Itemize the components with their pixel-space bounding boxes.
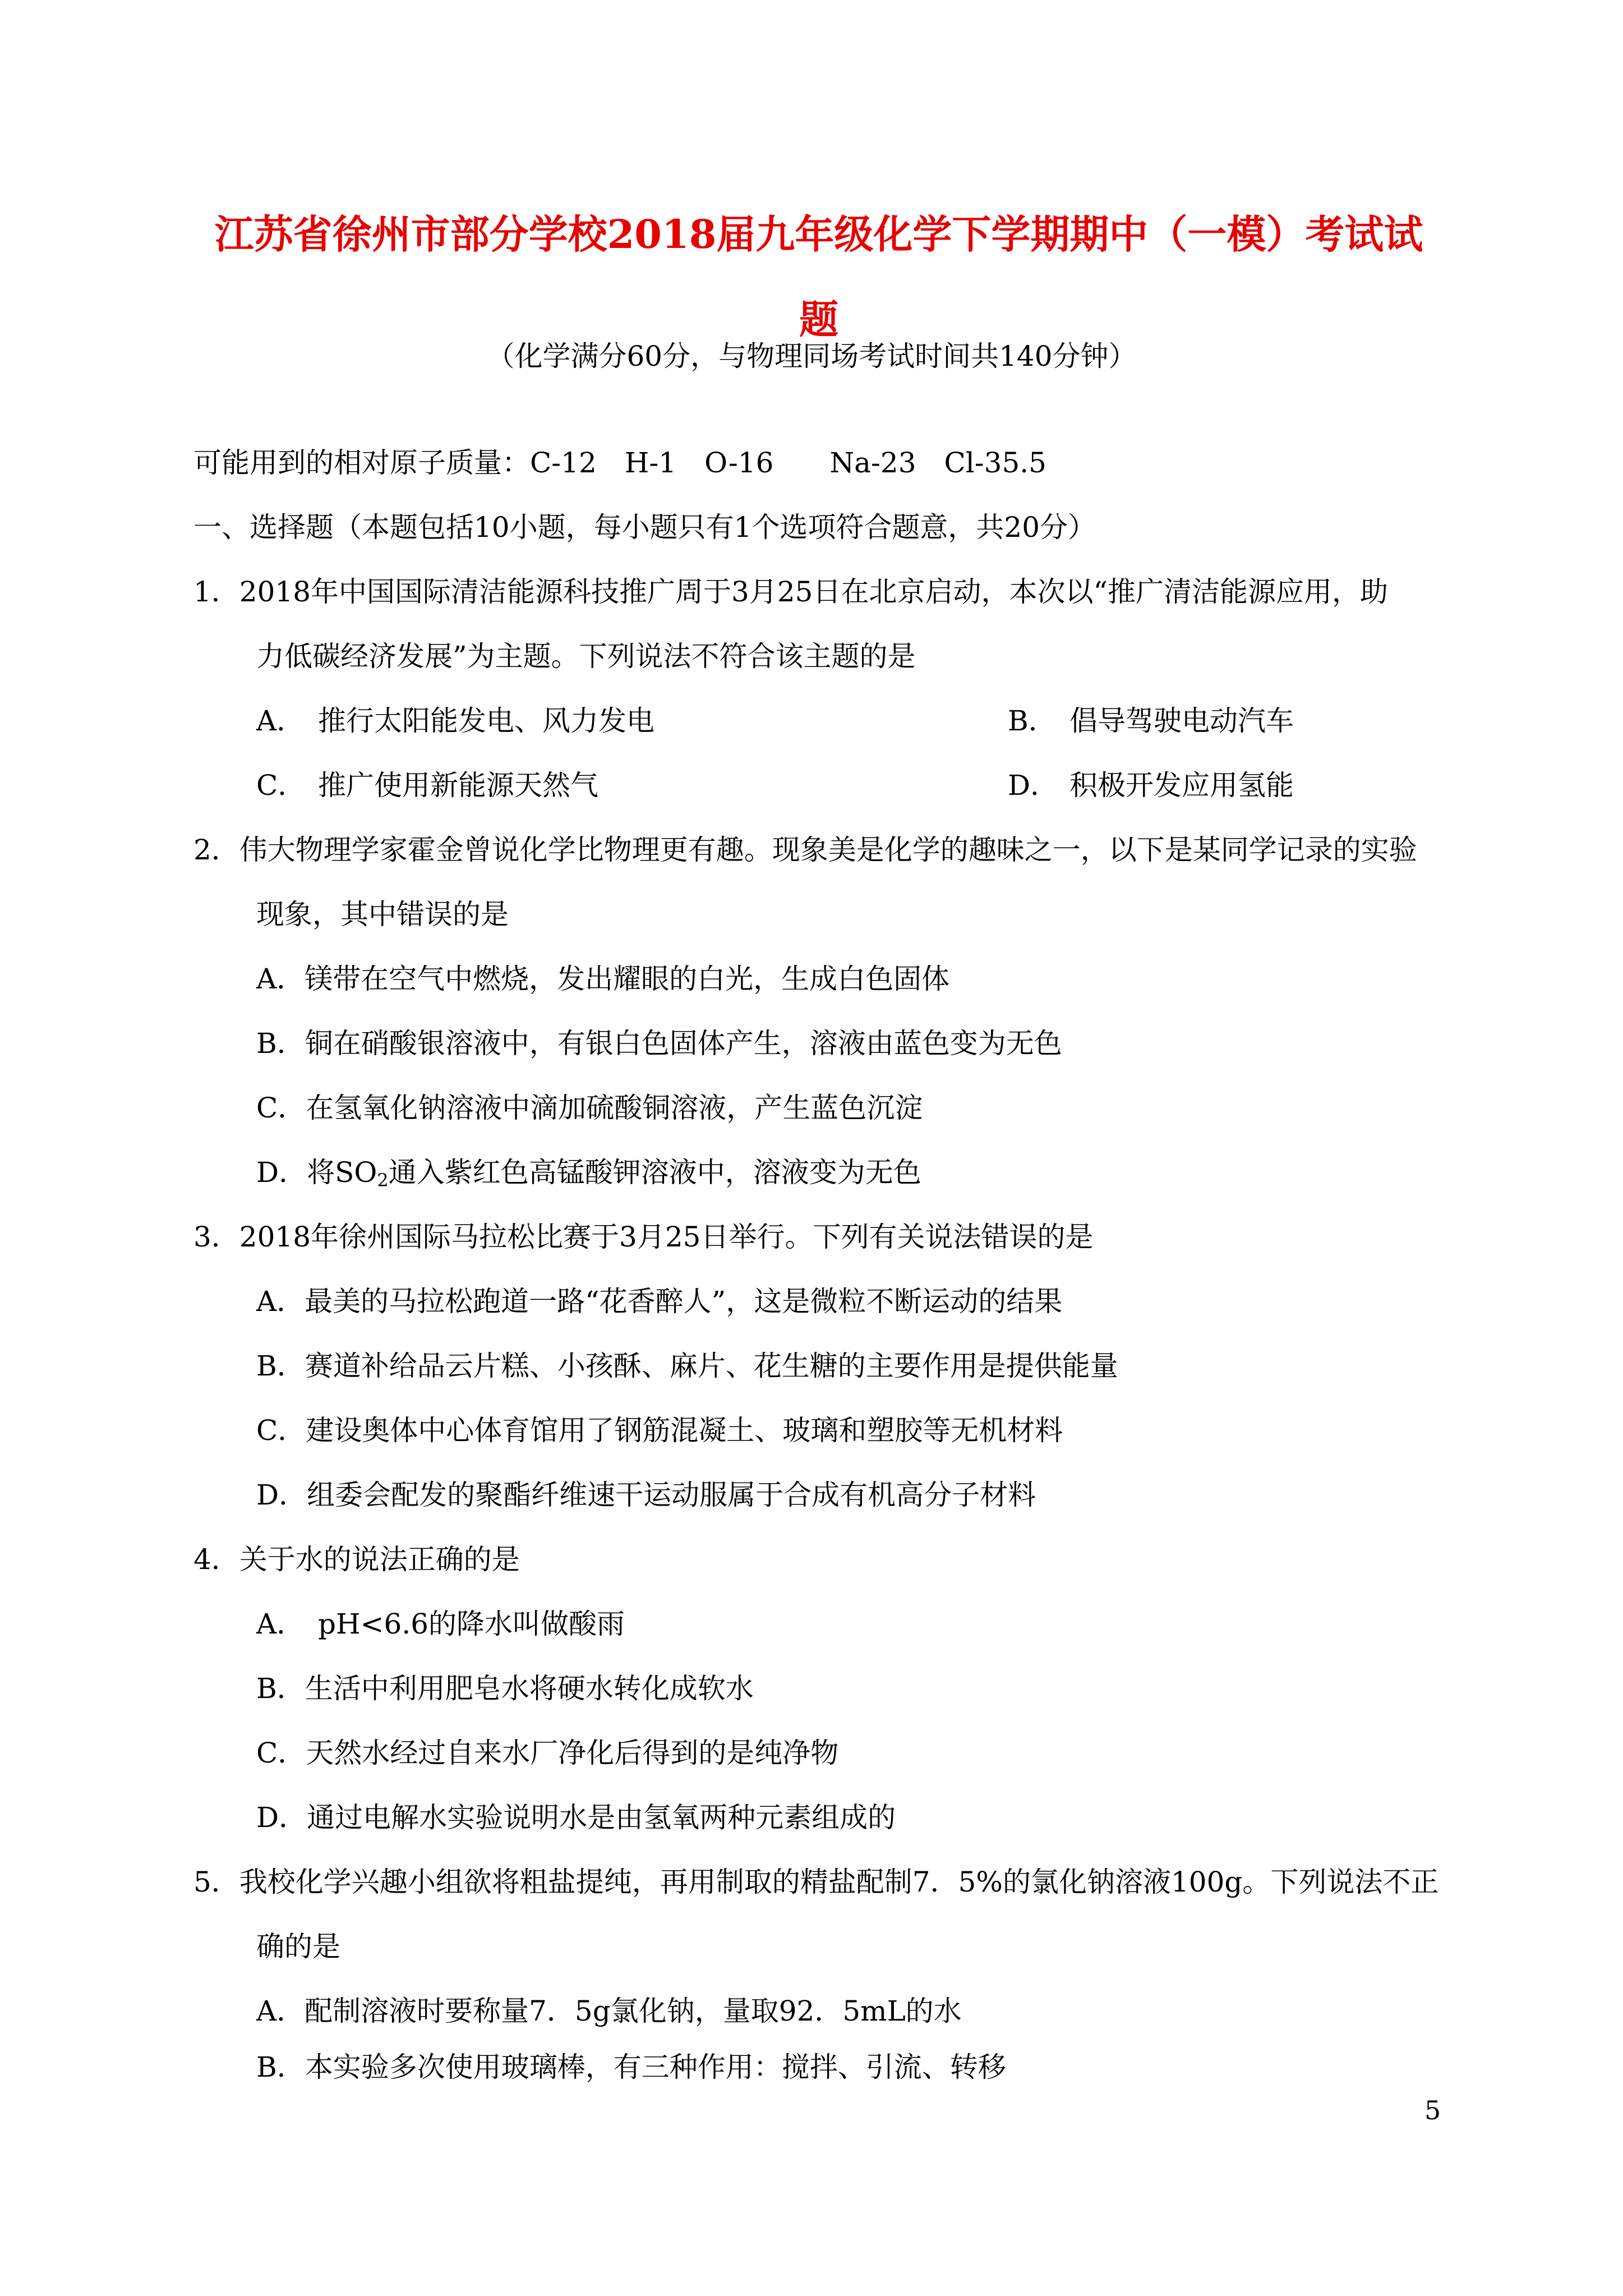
- question-1-option-b: [1008, 704, 1294, 738]
- question-2-option-a: [256, 962, 949, 996]
- option-label: C．: [256, 769, 306, 802]
- question-1-options-row-1: [256, 704, 1490, 738]
- option-label: A．: [256, 705, 305, 737]
- option-label: A．: [256, 1608, 305, 1640]
- question-2-stem-line-2: 现象，其中错误的是: [256, 898, 509, 931]
- option-label: D．: [256, 1479, 307, 1511]
- option-text: 最美的马拉松跑道一路“花香醉人”，这是微粒不断运动的结果: [305, 1285, 1063, 1318]
- option-text: 倡导驾驶电动汽车: [1069, 705, 1294, 737]
- option-label: C．: [256, 1414, 306, 1447]
- question-5-option-b: [256, 2050, 1006, 2084]
- option-label: A．: [256, 1995, 305, 2027]
- option-label: D．: [256, 1156, 307, 1189]
- exam-title-line-1: 江苏省徐州市部分学校2018届九年级化学下学期期中（一模）考试试: [214, 211, 1423, 257]
- option-text: 在氢氧化钠溶液中滴加硫酸铜溶液，产生蓝色沉淀: [306, 1092, 923, 1124]
- question-1-option-c: [256, 769, 598, 802]
- question-5-option-a: [256, 1994, 962, 2028]
- option-text: 建设奥体中心体育馆用了钢筋混凝土、玻璃和塑胶等无机材料: [306, 1414, 1063, 1447]
- question-1-stem-line-1: 1．2018年中国国际清洁能源科技推广周于3月25日在北京启动，本次以“推广清洁能源应用，助: [193, 576, 1389, 608]
- question-4-stem-line-1: 4．关于水的说法正确的是: [193, 1543, 520, 1576]
- question-1-option-d: [1008, 769, 1294, 802]
- option-label: A．: [256, 963, 305, 995]
- option-label: D．: [256, 1801, 307, 1834]
- option-text-before: 将SO: [307, 1156, 377, 1189]
- subscript-2: 2: [377, 1170, 389, 1191]
- option-label: C．: [256, 1737, 306, 1769]
- atomic-masses-line: 可能用到的相对原子质量：C-12 H-1 O-16 Na-23 Cl-35.5: [193, 447, 1046, 479]
- option-text: 配制溶液时要称量7．5g氯化钠，量取92．5mL的水: [305, 1995, 962, 2027]
- option-label: A．: [256, 1285, 305, 1318]
- exam-subtitle: （化学满分60分，与物理同场考试时间共140分钟）: [486, 340, 1137, 372]
- option-text: 天然水经过自来水厂净化后得到的是纯净物: [306, 1737, 839, 1769]
- question-4-option-d: [256, 1801, 896, 1834]
- question-5-stem-line-2: 确的是: [256, 1930, 340, 1963]
- question-4-option-c: [256, 1736, 838, 1770]
- question-2-stem-line-1: 2．伟大物理学家霍金曾说化学比物理更有趣。现象美是化学的趣味之一，以下是某同学记录的实验: [193, 834, 1417, 866]
- option-text: 生活中利用肥皂水将硬水转化成软水: [305, 1672, 754, 1705]
- option-text: 铜在硝酸银溶液中，有银白色固体产生，溶液由蓝色变为无色: [305, 1027, 1062, 1060]
- option-label: B．: [256, 2051, 305, 2083]
- question-1-option-a: [256, 705, 654, 737]
- option-text: 积极开发应用氢能: [1069, 769, 1294, 802]
- page-number: 5: [1424, 2095, 1441, 2125]
- question-3-option-d: [256, 1478, 1036, 1512]
- option-label: B．: [256, 1027, 305, 1060]
- question-5-stem-line-1: 5．我校化学兴趣小组欲将粗盐提纯，再用制取的精盐配制7．5%的氯化钠溶液100g。下列说法不正: [193, 1866, 1439, 1898]
- option-label: C．: [256, 1092, 306, 1124]
- question-4-option-b: [256, 1672, 754, 1705]
- option-label: D．: [1008, 769, 1059, 802]
- option-text: 推广使用新能源天然气: [318, 769, 598, 802]
- question-3-stem-line-1: 3．2018年徐州国际马拉松比赛于3月25日举行。下列有关说法错误的是: [193, 1221, 1094, 1253]
- exam-title-line-2: 题: [799, 296, 838, 343]
- option-text: 推行太阳能发电、风力发电: [318, 705, 654, 737]
- question-2-option-d: [256, 1156, 921, 1189]
- option-text: 赛道补给品云片糕、小孩酥、麻片、花生糖的主要作用是提供能量: [305, 1350, 1118, 1382]
- option-text: 镁带在空气中燃烧，发出耀眼的白光，生成白色固体: [305, 963, 950, 995]
- question-3-option-a: [256, 1285, 1062, 1318]
- option-text: 本实验多次使用玻璃棒，有三种作用：搅拌、引流、转移: [305, 2051, 1006, 2083]
- question-4-option-a: [256, 1607, 625, 1641]
- question-2-option-c: [256, 1091, 923, 1125]
- option-label: B．: [1008, 705, 1057, 737]
- option-text: 组委会配发的聚酯纤维速干运动服属于合成有机高分子材料: [307, 1479, 1036, 1511]
- question-1-options-row-2: [256, 769, 1490, 802]
- question-3-option-b: [256, 1349, 1118, 1383]
- option-text-after: 通入紫红色高锰酸钾溶液中，溶液变为无色: [388, 1156, 921, 1189]
- question-2-option-b: [256, 1027, 1062, 1060]
- option-label: B．: [256, 1350, 305, 1382]
- option-text: 通过电解水实验说明水是由氢氧两种元素组成的: [307, 1801, 896, 1834]
- question-1-stem-line-2: 力低碳经济发展”为主题。下列说法不符合该主题的是: [256, 640, 916, 673]
- option-label: B．: [256, 1672, 305, 1705]
- section-heading: 一、选择题（本题包括10小题，每小题只有1个选项符合题意，共20分）: [193, 511, 1096, 544]
- option-text: pH<6.6的降水叫做酸雨: [318, 1608, 625, 1640]
- question-3-option-c: [256, 1414, 1063, 1447]
